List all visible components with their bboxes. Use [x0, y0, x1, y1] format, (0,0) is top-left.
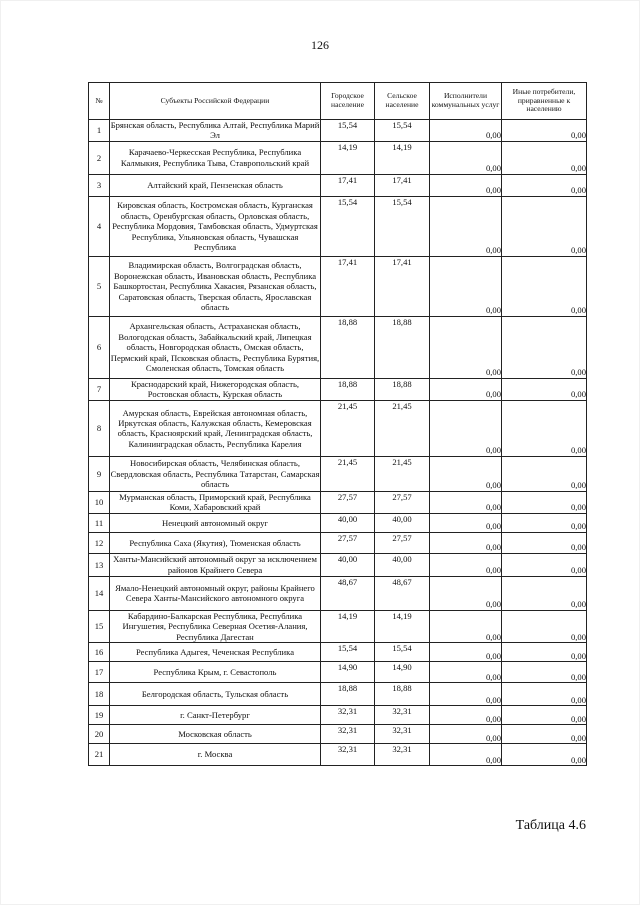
utilities-value: 0,00: [430, 610, 502, 642]
row-number: 4: [89, 196, 110, 256]
rural-value: 27,57: [375, 532, 430, 553]
table-body: [89, 120, 587, 766]
utilities-value: 0,00: [430, 174, 502, 196]
urban-value: 18,88: [321, 316, 375, 378]
urban-value: 21,45: [321, 400, 375, 456]
table-row: [89, 256, 587, 316]
table-caption: Таблица 4.6: [515, 818, 586, 833]
header-urban: Городское население: [321, 83, 375, 120]
row-number: 10: [89, 491, 110, 513]
utilities-value: 0,00: [430, 576, 502, 610]
header-subject: Субъекты Российской Федерации: [110, 83, 321, 120]
other-consumers-value: 0,00: [502, 576, 587, 610]
rural-value: 18,88: [375, 378, 430, 400]
urban-value: 15,54: [321, 643, 375, 662]
other-consumers-value: 0,00: [502, 174, 587, 196]
region-names: Ямало-Ненецкий автономный округ, районы Крайнего Севера Ханты-Мансийского автономного округа: [110, 576, 321, 610]
region-names: Республика Крым, г. Севастополь: [110, 662, 321, 683]
region-names: Новосибирская область, Челябинская область, Свердловская область, Республика Татарстан, Самарская область: [110, 456, 321, 491]
header-utilities: Исполнители коммунальных услуг: [430, 83, 502, 120]
row-number: 7: [89, 378, 110, 400]
urban-value: 14,19: [321, 141, 375, 174]
region-names: Амурская область, Еврейская автономная область, Иркутская область, Калужская область, Кемеровская область, Красноярский край, Ленинградская область, Калининградская область, Республика Карелия: [110, 400, 321, 456]
rural-value: 32,31: [375, 744, 430, 766]
row-number: 6: [89, 316, 110, 378]
urban-value: 32,31: [321, 725, 375, 744]
urban-value: 32,31: [321, 744, 375, 766]
table-row: [89, 378, 587, 400]
urban-value: 40,00: [321, 553, 375, 576]
table-row: [89, 643, 587, 662]
table-row: [89, 141, 587, 174]
rural-value: 48,67: [375, 576, 430, 610]
rural-value: 14,19: [375, 141, 430, 174]
utilities-value: 0,00: [430, 491, 502, 513]
utilities-value: 0,00: [430, 400, 502, 456]
region-names: Кировская область, Костромская область, Курганская область, Оренбургская область, Орловская область, Республика Мордовия, Тамбовская область, Удмуртская Республика, Ульяновская область, Чувашская Республика: [110, 196, 321, 256]
other-consumers-value: 0,00: [502, 400, 587, 456]
row-number: 11: [89, 513, 110, 532]
utilities-value: 0,00: [430, 643, 502, 662]
utilities-value: 0,00: [430, 683, 502, 706]
region-names: Московская область: [110, 725, 321, 744]
urban-value: 27,57: [321, 532, 375, 553]
row-number: 20: [89, 725, 110, 744]
urban-value: 15,54: [321, 196, 375, 256]
utilities-value: 0,00: [430, 196, 502, 256]
row-number: 13: [89, 553, 110, 576]
row-number: 3: [89, 174, 110, 196]
region-names: Кабардино-Балкарская Республика, Республика Ингушетия, Республика Северная Осетия-Алания, Республика Дагестан: [110, 610, 321, 642]
other-consumers-value: 0,00: [502, 683, 587, 706]
other-consumers-value: 0,00: [502, 725, 587, 744]
table-row: [89, 513, 587, 532]
other-consumers-value: 0,00: [502, 491, 587, 513]
region-names: Карачаево-Черкесская Республика, Республика Калмыкия, Республика Тыва, Ставропольский край: [110, 141, 321, 174]
rural-value: 21,45: [375, 456, 430, 491]
utilities-value: 0,00: [430, 706, 502, 725]
utilities-value: 0,00: [430, 513, 502, 532]
rural-value: 17,41: [375, 256, 430, 316]
other-consumers-value: 0,00: [502, 513, 587, 532]
region-names: Владимирская область, Волгоградская область, Воронежская область, Ивановская область, Республика Башкортостан, Республика Хакасия, Рязанская область, Саратовская область, Тверская область, Ярославская область: [110, 256, 321, 316]
row-number: 8: [89, 400, 110, 456]
urban-value: 18,88: [321, 683, 375, 706]
utilities-value: 0,00: [430, 553, 502, 576]
urban-value: 15,54: [321, 120, 375, 142]
table-row: [89, 610, 587, 642]
table-row: [89, 174, 587, 196]
other-consumers-value: 0,00: [502, 662, 587, 683]
row-number: 19: [89, 706, 110, 725]
table-row: [89, 196, 587, 256]
table-row: [89, 400, 587, 456]
row-number: 5: [89, 256, 110, 316]
region-names: Алтайский край, Пензенская область: [110, 174, 321, 196]
urban-value: 40,00: [321, 513, 375, 532]
urban-value: 21,45: [321, 456, 375, 491]
region-names: Республика Саха (Якутия), Тюменская область: [110, 532, 321, 553]
other-consumers-value: 0,00: [502, 120, 587, 142]
other-consumers-value: 0,00: [502, 196, 587, 256]
row-number: 1: [89, 120, 110, 142]
region-names: г. Санкт-Петербург: [110, 706, 321, 725]
other-consumers-value: 0,00: [502, 706, 587, 725]
table-row: [89, 725, 587, 744]
tariff-table: [88, 82, 587, 766]
other-consumers-value: 0,00: [502, 256, 587, 316]
header-other: Иные потребители, приравненные к населению: [502, 83, 587, 120]
rural-value: 15,54: [375, 196, 430, 256]
table-row: [89, 706, 587, 725]
utilities-value: 0,00: [430, 662, 502, 683]
other-consumers-value: 0,00: [502, 456, 587, 491]
other-consumers-value: 0,00: [502, 141, 587, 174]
row-number: 21: [89, 744, 110, 766]
other-consumers-value: 0,00: [502, 378, 587, 400]
row-number: 2: [89, 141, 110, 174]
urban-value: 32,31: [321, 706, 375, 725]
table-row: [89, 683, 587, 706]
utilities-value: 0,00: [430, 141, 502, 174]
other-consumers-value: 0,00: [502, 532, 587, 553]
row-number: 18: [89, 683, 110, 706]
rural-value: 17,41: [375, 174, 430, 196]
region-names: г. Москва: [110, 744, 321, 766]
region-names: Брянская область, Республика Алтай, Республика Марий Эл: [110, 120, 320, 141]
row-number: 15: [89, 610, 110, 642]
table-row: [89, 553, 587, 576]
region-names: Архангельская область, Астраханская область, Вологодская область, Забайкальский край, Липецкая область, Новгородская область, Омская область, Пермский край, Псковская область, Республика Бурятия, Смоленская область, Томская область: [110, 316, 321, 378]
rural-value: 18,88: [375, 683, 430, 706]
urban-value: 14,19: [321, 610, 375, 642]
rural-value: 40,00: [375, 553, 430, 576]
utilities-value: 0,00: [430, 456, 502, 491]
region-names: Ненецкий автономный округ: [110, 513, 321, 532]
rural-value: 27,57: [375, 491, 430, 513]
table-row: [89, 744, 587, 766]
row-number: 17: [89, 662, 110, 683]
region-names: Ханты-Мансийский автономный округ за исключением районов Крайнего Севера: [110, 553, 321, 576]
row-number: 9: [89, 456, 110, 491]
table-row: [89, 532, 587, 553]
utilities-value: 0,00: [430, 532, 502, 553]
rural-value: 40,00: [375, 513, 430, 532]
header-rural: Сельское население: [375, 83, 430, 120]
utilities-value: 0,00: [430, 744, 502, 766]
table-header-row: [89, 83, 587, 120]
table-row: [89, 316, 587, 378]
utilities-value: 0,00: [430, 316, 502, 378]
utilities-value: 0,00: [430, 120, 502, 142]
utilities-value: 0,00: [430, 378, 502, 400]
rural-value: 14,90: [375, 662, 430, 683]
rural-value: 14,19: [375, 610, 430, 642]
region-names: Мурманская область, Приморский край, Республика Коми, Хабаровский край: [110, 491, 321, 513]
region-names: Республика Адыгея, Чеченская Республика: [110, 643, 321, 662]
rural-value: 15,54: [375, 643, 430, 662]
other-consumers-value: 0,00: [502, 316, 587, 378]
other-consumers-value: 0,00: [502, 610, 587, 642]
row-number: 16: [89, 643, 110, 662]
urban-value: 17,41: [321, 256, 375, 316]
region-names: Краснодарский край, Нижегородская область, Ростовская область, Курская область: [110, 378, 321, 400]
rural-value: 18,88: [375, 316, 430, 378]
row-number: 14: [89, 576, 110, 610]
header-num: №: [89, 83, 110, 120]
page-number: 126: [311, 38, 329, 52]
utilities-value: 0,00: [430, 256, 502, 316]
other-consumers-value: 0,00: [502, 643, 587, 662]
urban-value: 17,41: [321, 174, 375, 196]
rural-value: 32,31: [375, 706, 430, 725]
urban-value: 48,67: [321, 576, 375, 610]
urban-value: 18,88: [321, 378, 375, 400]
other-consumers-value: 0,00: [502, 553, 587, 576]
table-row: [89, 576, 587, 610]
rural-value: 21,45: [375, 400, 430, 456]
urban-value: 14,90: [321, 662, 375, 683]
other-consumers-value: 0,00: [502, 744, 587, 766]
rural-value: 32,31: [375, 725, 430, 744]
table-row: [89, 120, 587, 142]
utilities-value: 0,00: [430, 725, 502, 744]
table-row: [89, 662, 587, 683]
row-number: 12: [89, 532, 110, 553]
region-names: Белгородская область, Тульская область: [110, 683, 321, 706]
rural-value: 15,54: [375, 120, 430, 142]
urban-value: 27,57: [321, 491, 375, 513]
table-row: [89, 491, 587, 513]
table-row: [89, 456, 587, 491]
